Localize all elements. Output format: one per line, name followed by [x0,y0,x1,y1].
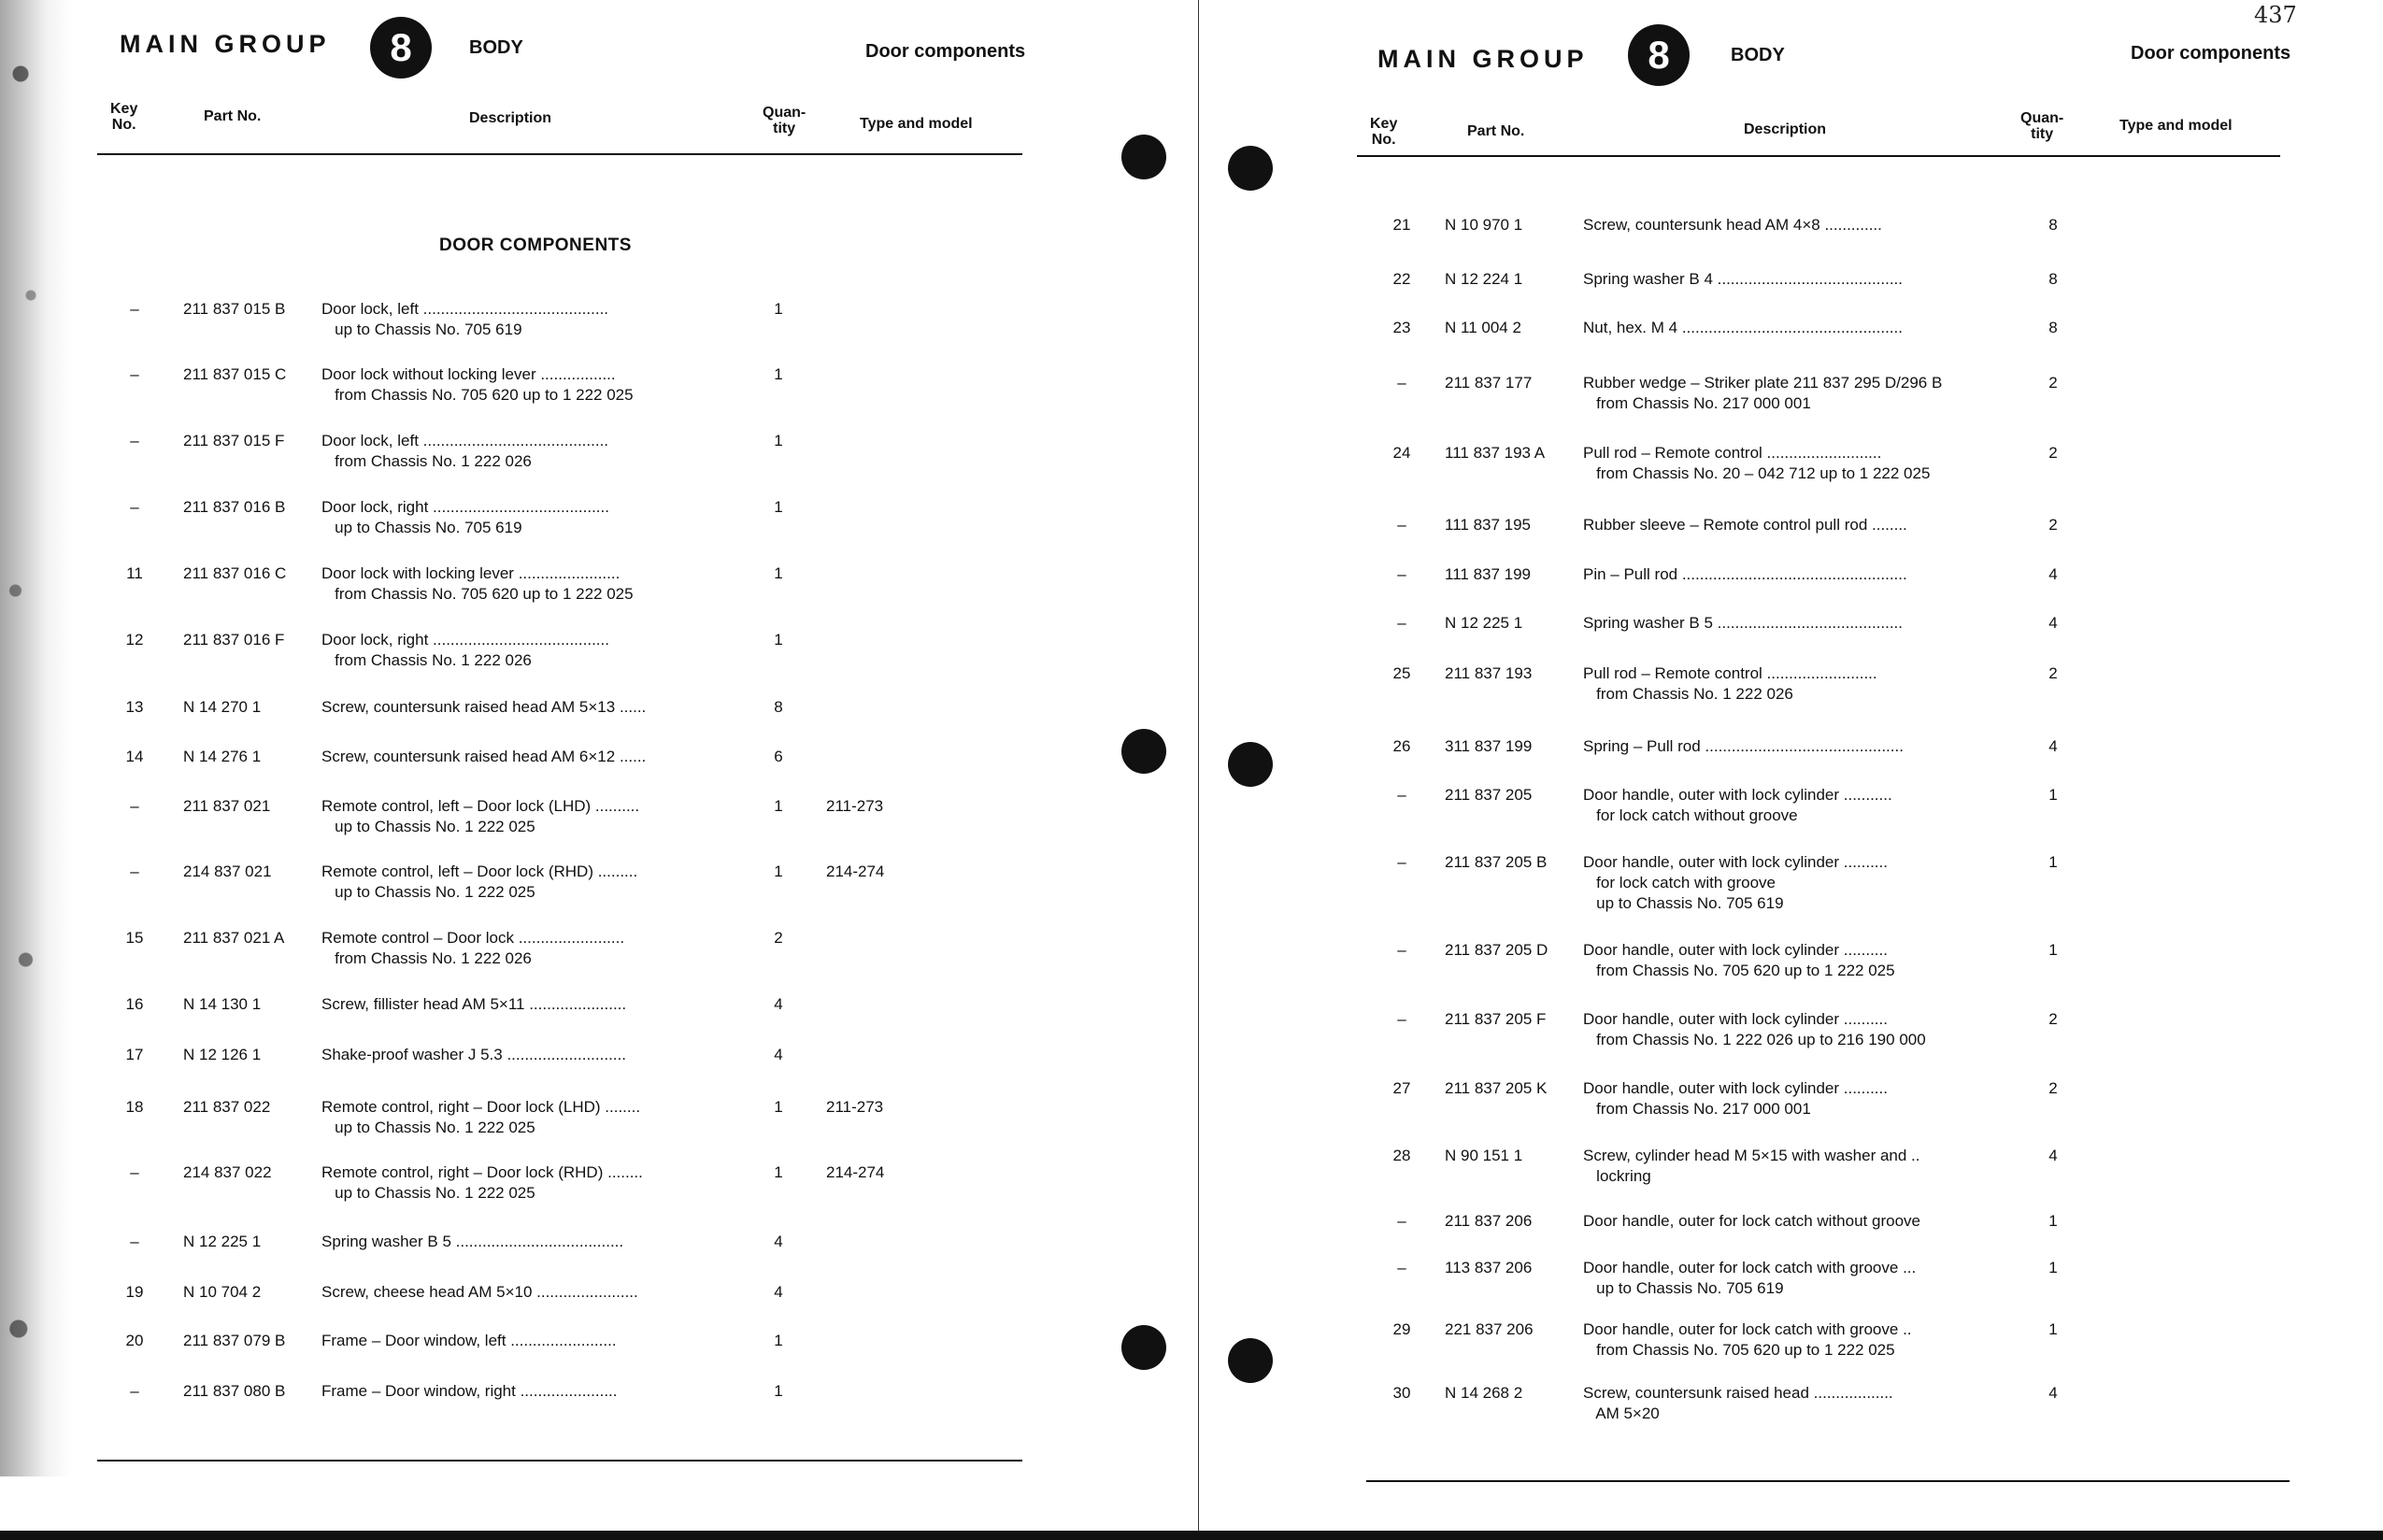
part-no: N 11 004 2 [1445,319,1521,336]
binder-hole [1228,1338,1273,1383]
col-qty-header: Quan- tity [763,105,806,136]
part-no: 311 837 199 [1445,737,1533,755]
binder-hole [1121,1325,1166,1370]
key-no: – [130,863,139,880]
description: Rubber sleeve – Remote control pull rod ........ [1583,516,1907,534]
key-no: 20 [125,1332,144,1349]
description: Door lock without locking lever ................. from Chassis No. 705 620 up to 1 222 025 [321,365,634,404]
key-no: – [1397,565,1406,583]
part-no: 211 837 205 D [1445,941,1548,959]
quantity: 8 [774,698,783,716]
part-no: 111 837 199 [1445,565,1532,583]
quantity: 1 [774,498,783,516]
key-no: – [1397,614,1406,632]
binder-hole [1121,729,1166,774]
type-and-model: 214-274 [826,1163,885,1181]
quantity: 1 [2048,1320,2058,1338]
quantity: 1 [774,1382,783,1400]
quantity: 8 [2048,270,2058,288]
key-no: 17 [125,1046,144,1063]
group-name: BODY [1731,45,1785,65]
key-no: – [130,300,139,318]
right-page [1206,0,2383,1533]
key-no: – [130,1233,139,1250]
quantity: 1 [2048,853,2058,871]
key-no: 26 [1392,737,1411,755]
quantity: 4 [2048,737,2058,755]
group-name: BODY [469,37,523,58]
quantity: 1 [774,300,783,318]
part-no: 211 837 015 F [183,432,285,449]
key-no: 23 [1392,319,1411,336]
description: Nut, hex. M 4 .................................................. [1583,319,1903,336]
quantity: 1 [2048,941,2058,959]
col-part-header: Part No. [1467,123,1525,139]
quantity: 2 [774,929,783,947]
key-no: 28 [1392,1147,1411,1164]
key-no: 11 [126,564,143,582]
quantity: 1 [774,797,783,815]
key-no: – [1397,1010,1406,1028]
description: Door handle, outer with lock cylinder .......... from Chassis No. 217 000 001 [1583,1079,1888,1118]
description: Screw, cylinder head M 5×15 with washer and .. lockring [1583,1147,1920,1185]
col-key-header: Key No. [110,101,138,133]
part-no: 211 837 177 [1445,374,1533,392]
quantity: 1 [2048,1259,2058,1276]
part-no: 211 837 080 B [183,1382,286,1400]
description: Spring washer B 5 ...................................... [321,1233,624,1250]
key-no: 14 [125,748,144,765]
key-no: 15 [125,929,144,947]
description: Door handle, outer with lock cylinder .......... from Chassis No. 1 222 026 up to 216 190 000 [1583,1010,1926,1048]
quantity: 2 [2048,1010,2058,1028]
part-no: 111 837 193 A [1445,444,1546,462]
quantity: 1 [2048,1212,2058,1230]
part-no: N 14 276 1 [183,748,262,765]
key-no: 22 [1392,270,1411,288]
quantity: 8 [2048,319,2058,336]
part-no: 211 837 205 B [1445,853,1548,871]
group-number-badge: 8 [370,17,432,78]
quantity: 4 [774,1283,783,1301]
quantity: 2 [2048,374,2058,392]
part-no: 211 837 021 A [183,929,285,947]
part-no: 211 837 206 [1445,1212,1533,1230]
part-no: 211 837 022 [183,1098,271,1116]
part-no: 211 837 016 C [183,564,287,582]
key-no: – [130,498,139,516]
type-and-model: 211-273 [826,797,884,815]
quantity: 4 [2048,1147,2058,1164]
key-no: 30 [1392,1384,1411,1402]
description: Door lock with locking lever ....................... from Chassis No. 705 620 up to 1 222 025 [321,564,634,603]
quantity: 1 [774,564,783,582]
col-qty-header: Quan- tity [2020,110,2064,142]
quantity: 4 [774,1046,783,1063]
part-no: 211 837 205 [1445,786,1533,804]
part-no: 113 837 206 [1445,1259,1533,1276]
description: Screw, cheese head AM 5×10 ....................... [321,1283,638,1301]
description: Remote control – Door lock ........................ from Chassis No. 1 222 026 [321,929,625,967]
key-no: – [1397,516,1406,534]
group-number-badge: 8 [1628,24,1690,86]
description: Spring – Pull rod ............................................. [1583,737,1904,755]
part-no: 211 837 015 C [183,365,287,383]
key-no: – [130,797,139,815]
quantity: 4 [774,995,783,1013]
type-and-model: 211-273 [826,1098,884,1116]
part-no: 211 837 205 F [1445,1010,1547,1028]
part-no: 211 837 205 K [1445,1079,1548,1097]
header-rule [1357,155,2280,157]
part-no: N 14 270 1 [183,698,262,716]
part-no: N 10 970 1 [1445,216,1523,234]
description: Spring washer B 4 .......................................... [1583,270,1904,288]
key-no: 19 [125,1283,144,1301]
description: Screw, countersunk raised head .................. AM 5×20 [1583,1384,1893,1422]
section-title: DOOR COMPONENTS [439,235,632,255]
quantity: 1 [774,1098,783,1116]
key-no: – [130,1382,139,1400]
part-no: 211 837 016 F [183,631,285,649]
part-no: 211 837 193 [1445,664,1533,682]
handwritten-page-number: 437 [2254,2,2297,28]
quantity: 6 [774,748,783,765]
type-and-model: 214-274 [826,863,885,880]
part-no: N 12 225 1 [183,1233,262,1250]
binder-hole [1121,135,1166,179]
col-model-header: Type and model [2119,118,2233,134]
description: Door handle, outer for lock catch with groove .. from Chassis No. 705 620 up to 1 222 025 [1583,1320,1912,1359]
part-no: 214 837 022 [183,1163,272,1181]
description: Rubber wedge – Striker plate 211 837 295 D/296 B from Chassis No. 217 000 001 [1583,374,1943,412]
description: Remote control, left – Door lock (RHD) ......... up to Chassis No. 1 222 025 [321,863,638,901]
footer-rule [97,1460,1022,1462]
description: Screw, countersunk raised head AM 6×12 ...... [321,748,647,765]
part-no: N 10 704 2 [183,1283,262,1301]
description: Door handle, outer with lock cylinder ........... for lock catch without groove [1583,786,1892,824]
key-no: 18 [125,1098,144,1116]
key-no: – [1397,374,1406,392]
description: Pull rod – Remote control ......................... from Chassis No. 1 222 026 [1583,664,1877,703]
part-no: N 12 126 1 [183,1046,262,1063]
key-no: – [130,432,139,449]
part-no: 211 837 015 B [183,300,286,318]
description: Remote control, right – Door lock (RHD) ........ up to Chassis No. 1 222 025 [321,1163,643,1202]
description: Door handle, outer for lock catch with groove ... up to Chassis No. 705 619 [1583,1259,1917,1297]
part-no: N 14 268 2 [1445,1384,1523,1402]
main-group-label: MAIN GROUP [120,30,331,58]
description: Shake-proof washer J 5.3 ........................... [321,1046,626,1063]
col-key-header: Key No. [1370,116,1398,148]
part-no: N 90 151 1 [1445,1147,1523,1164]
description: Door lock, right ........................................ from Chassis No. 1 222 026 [321,631,609,669]
description: Pull rod – Remote control .......................... from Chassis No. 20 – 042 712 up to 1 222 025 [1583,444,1931,482]
key-no: – [1397,1212,1406,1230]
description: Remote control, right – Door lock (LHD) ........ up to Chassis No. 1 222 025 [321,1098,641,1136]
key-no: 27 [1392,1079,1411,1097]
binder-hole [1228,742,1273,787]
part-no: N 14 130 1 [183,995,262,1013]
description: Door handle, outer with lock cylinder .......... for lock catch with groove up to Chassis No. 705 619 [1583,853,1888,912]
part-no: 211 837 021 [183,797,271,815]
quantity: 1 [774,1332,783,1349]
quantity: 1 [774,365,783,383]
part-no: 211 837 016 B [183,498,286,516]
description: Screw, fillister head AM 5×11 ...................... [321,995,627,1013]
key-no: – [130,1163,139,1181]
quantity: 2 [2048,444,2058,462]
part-no: 111 837 195 [1445,516,1532,534]
quantity: 4 [2048,1384,2058,1402]
key-no: – [1397,786,1406,804]
key-no: 16 [125,995,144,1013]
quantity: 1 [2048,786,2058,804]
header-rule [97,153,1022,155]
binder-hole [1228,146,1273,191]
key-no: 13 [125,698,144,716]
col-desc-header: Description [469,110,552,126]
description: Remote control, left – Door lock (LHD) .......... up to Chassis No. 1 222 025 [321,797,640,835]
key-no: – [130,365,139,383]
description: Spring washer B 5 .......................................... [1583,614,1904,632]
description: Door lock, left .......................................... up to Chassis No. 705 619 [321,300,609,338]
description: Screw, countersunk head AM 4×8 ............. [1583,216,1882,234]
quantity: 8 [2048,216,2058,234]
key-no: – [1397,853,1406,871]
part-no: 214 837 021 [183,863,272,880]
footer-rule [1366,1480,2290,1482]
description: Door handle, outer with lock cylinder .......... from Chassis No. 705 620 up to 1 222 025 [1583,941,1895,979]
col-model-header: Type and model [860,116,973,132]
col-desc-header: Description [1744,121,1827,137]
description: Pin – Pull rod ................................................... [1583,565,1907,583]
main-group-label: MAIN GROUP [1377,45,1589,73]
scan-bottom-edge [0,1531,2383,1540]
quantity: 1 [774,432,783,449]
key-no: 25 [1392,664,1411,682]
col-part-header: Part No. [204,108,262,124]
description: Door handle, outer for lock catch without groove [1583,1212,1920,1230]
section-name: Door components [2131,43,2291,64]
quantity: 2 [2048,664,2058,682]
key-no: 21 [1392,216,1411,234]
quantity: 2 [2048,516,2058,534]
description: Screw, countersunk raised head AM 5×13 ...... [321,698,647,716]
quantity: 4 [2048,565,2058,583]
description: Door lock, left .......................................... from Chassis No. 1 222 026 [321,432,609,470]
quantity: 1 [774,631,783,649]
quantity: 4 [774,1233,783,1250]
description: Door lock, right ........................................ up to Chassis No. 705 619 [321,498,609,536]
quantity: 2 [2048,1079,2058,1097]
key-no: 29 [1392,1320,1411,1338]
quantity: 4 [2048,614,2058,632]
description: Frame – Door window, left ........................ [321,1332,617,1349]
part-no: N 12 224 1 [1445,270,1523,288]
part-no: 211 837 079 B [183,1332,286,1349]
quantity: 1 [774,1163,783,1181]
key-no: 24 [1392,444,1411,462]
description: Frame – Door window, right ...................... [321,1382,618,1400]
quantity: 1 [774,863,783,880]
page-edge-speckle [0,0,103,1476]
key-no: 12 [125,631,144,649]
key-no: – [1397,941,1406,959]
key-no: – [1397,1259,1406,1276]
part-no: 221 837 206 [1445,1320,1534,1338]
section-name: Door components [865,41,1026,62]
part-no: N 12 225 1 [1445,614,1523,632]
